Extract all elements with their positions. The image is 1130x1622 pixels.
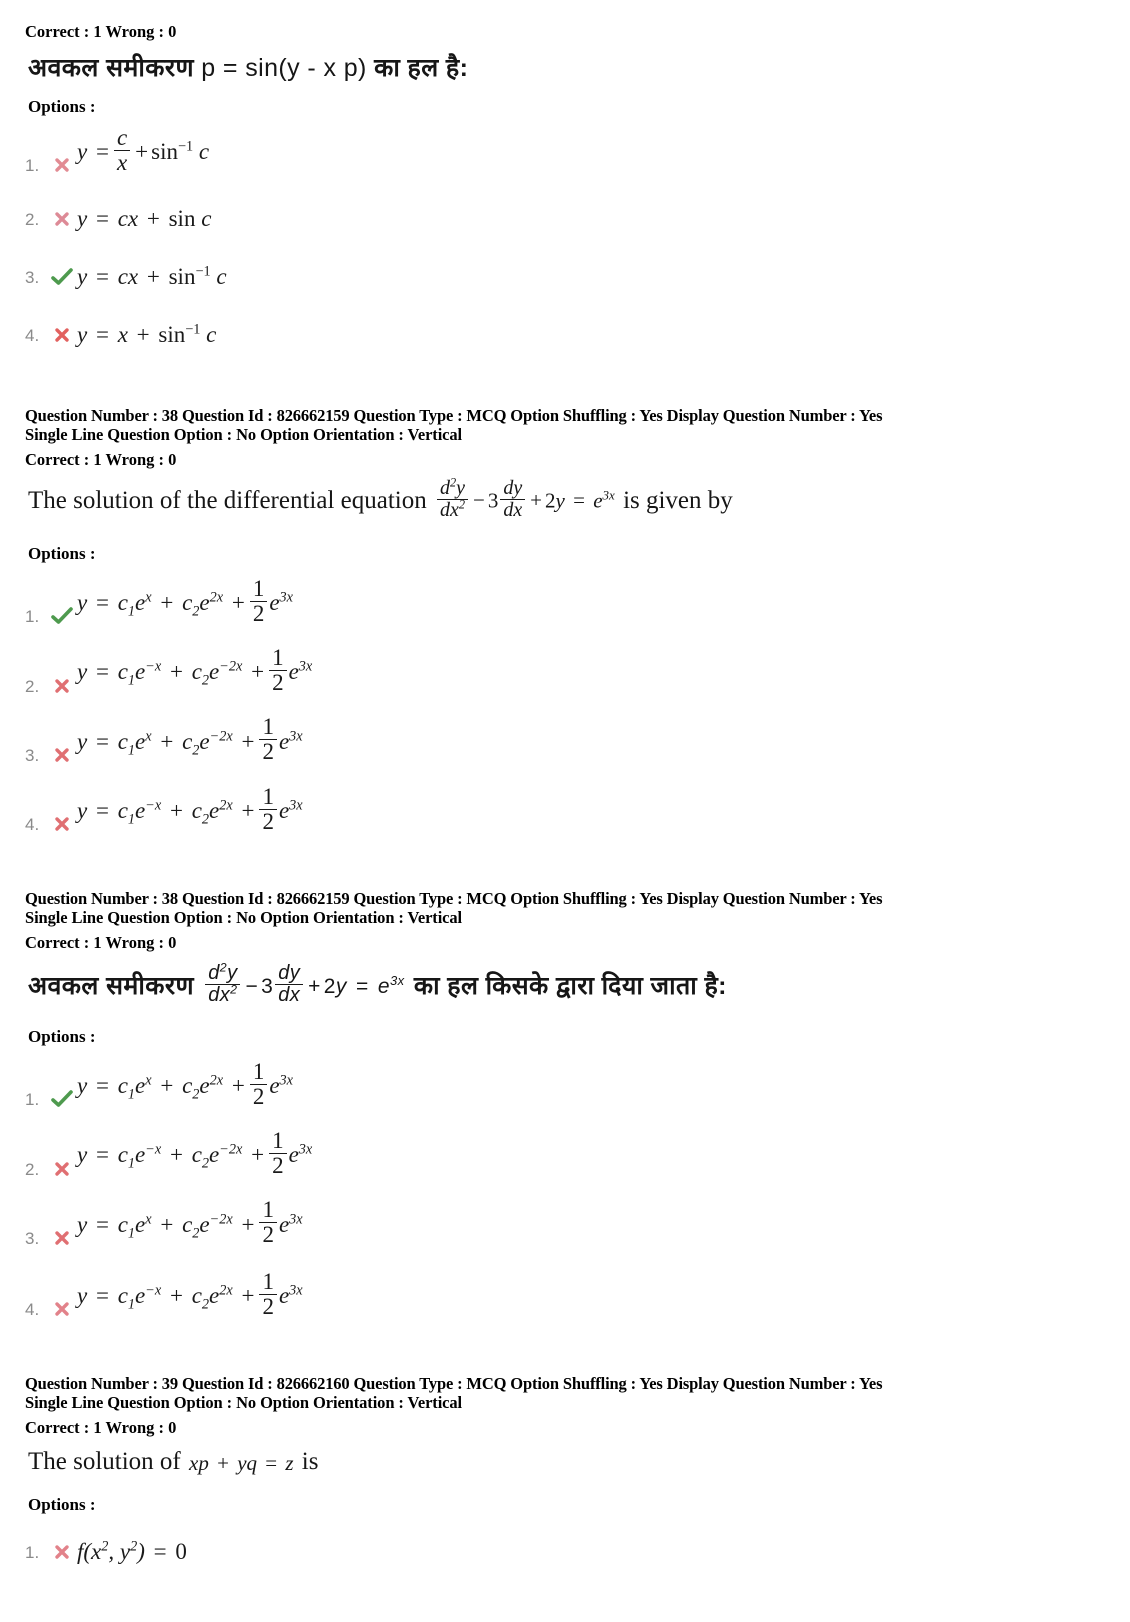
question-metadata [25,406,1130,444]
options-label: Options : [28,97,96,116]
stem-suffix: का हल है: [374,54,469,82]
option-number: 3. [25,746,40,765]
option-number: 1. [25,607,40,627]
stem-suffix: का हल किसके द्वारा दिया जाता है: [413,972,727,1001]
options-label: Options : [28,1494,96,1514]
stem-suffix: is [301,1448,319,1476]
options-label: Options : [28,1027,96,1047]
option-number: 2. [25,1159,40,1179]
stem-equation: xp + yq = z [189,1450,294,1475]
option-text: $y = c_1e^{-x} + c_2e^{2x}$ + $\frac{1}{2}$ $e^{3x}$ [77,783,303,834]
cross-icon [47,155,77,178]
option-number: 1. [25,1542,40,1562]
option-text: $y = c_1e^x + c_2e^{-2x}$ + $\frac{1}{2}$ $e^{3x}$ [77,1197,303,1248]
stem-equation: $\frac{d^2y}{dx^2}$ − 3 $\frac{dy}{dx}$ + $2y = e^{3x}$ [433,481,617,524]
cross-icon [47,1159,77,1182]
option-number: 2. [25,210,40,230]
option-text: y = cx + $\sin^{-1} c$ [77,263,227,290]
metadata-line-1: Question Number : 38 Question Id : 826662159 Question Type : MCQ Option Shuffling : Yes Display Question Number : Yes [25,406,883,426]
cross-icon [47,814,77,837]
options-list [0,1525,1130,1565]
option-text: $y = c_1e^{-x} + c_2e^{2x}$ + $\frac{1}{2}$ $e^{3x}$ [77,1268,303,1319]
cross-icon [47,1542,77,1565]
option-text: $y = c_1e^{-x} + c_2e^{-2x}$ + $\frac{1}{2}$ $e^{3x}$ [77,645,313,696]
option-number: 3. [25,268,40,288]
option-row[interactable] [25,645,1130,698]
score-line: Correct : 1 Wrong : 0 [25,1418,177,1438]
question-stem [28,1445,1130,1480]
check-icon [47,1089,77,1112]
option-row[interactable] [25,783,1130,837]
option-row[interactable] [25,1525,1130,1565]
option-text: $y = c_1e^{-x} + c_2e^{-2x}$ + $\frac{1}{2}$ $e^{3x}$ [77,1128,313,1179]
options-label: Options : [28,544,96,564]
document-page [0,22,1130,1622]
option-row[interactable] [25,124,1130,178]
option-row[interactable] [25,192,1130,232]
option-number: 1. [25,156,40,176]
option-number: 1. [25,1090,40,1110]
metadata-line-2: Single Line Question Option : No Option Orientation : Vertical [25,908,463,928]
check-icon [47,606,77,629]
stem-equation: p = sin(y - x p) [201,54,367,82]
metadata-line-2: Single Line Question Option : No Option Orientation : Vertical [25,1393,463,1413]
question-block-q37-hindi [0,22,1130,348]
options-list [0,124,1130,348]
option-row[interactable] [25,308,1130,348]
score-line: Correct : 1 Wrong : 0 [25,450,177,470]
metadata-line-1: Question Number : 38 Question Id : 826662159 Question Type : MCQ Option Shuffling : Yes Display Question Number : Yes [25,889,883,909]
option-row[interactable] [25,1197,1130,1251]
option-text: $y = c_1e^x + c_2e^{2x}$ + $\frac{1}{2}$ $e^{3x}$ [77,575,293,626]
stem-prefix: अवकल समीकरण [28,54,194,82]
option-text: $y = c_1e^x + c_2e^{2x}$ + $\frac{1}{2}$ $e^{3x}$ [77,1058,293,1109]
question-stem [28,51,1130,85]
question-metadata [25,889,1130,927]
question-stem [28,475,1130,524]
option-text: $f(x^2$, $y^2) = 0$ [77,1537,187,1564]
option-number: 4. [25,1300,40,1320]
question-block-q39-english [0,1374,1130,1564]
question-block-q38-hindi [0,889,1130,1322]
options-list [0,1058,1130,1322]
score-line: Correct : 1 Wrong : 0 [25,22,177,41]
question-block-q38-english [0,406,1130,837]
score-line: Correct : 1 Wrong : 0 [25,933,177,953]
option-number: 4. [25,815,40,835]
question-stem [28,960,1130,1009]
option-text: y = $\frac{c}{x}$ + $\sin^{-1} c$ [77,124,210,175]
option-text: $y = x + \sin^{-1} c$ [77,321,217,348]
stem-prefix: अवकल समीकरण [28,972,194,1001]
option-row[interactable] [25,1058,1130,1112]
cross-icon [47,1228,77,1251]
cross-icon [47,209,77,232]
option-text: $y = c_1e^x + c_2e^{-2x}$ + $\frac{1}{2}$ $e^{3x}$ [77,714,303,765]
stem-prefix: The solution of [28,1448,181,1476]
stem-equation: $\frac{d^2y}{dx^2}$ − 3 $\frac{dy}{dx}$ + $2y = e^{3x}$ [201,966,406,1009]
option-row[interactable] [25,1268,1130,1322]
cross-icon [47,1299,77,1322]
option-number: 4. [25,326,40,346]
option-row[interactable] [25,1128,1130,1181]
check-icon [47,267,77,290]
option-text: y = cx + sin c [77,206,212,232]
cross-icon [47,745,77,768]
option-row[interactable] [25,250,1130,290]
metadata-line-2: Single Line Question Option : No Option Orientation : Vertical [25,425,463,445]
options-list [0,575,1130,837]
option-number: 2. [25,676,40,696]
metadata-line-1: Question Number : 39 Question Id : 826662160 Question Type : MCQ Option Shuffling : Yes Display Question Number : Yes [25,1374,883,1394]
question-metadata [25,1374,1130,1412]
stem-suffix: is given by [623,487,733,515]
cross-icon [47,325,77,348]
option-row[interactable] [25,575,1130,629]
option-number: 3. [25,1229,40,1248]
option-row[interactable] [25,714,1130,768]
cross-icon [47,676,77,699]
stem-prefix: The solution of the differential equation [28,487,427,515]
